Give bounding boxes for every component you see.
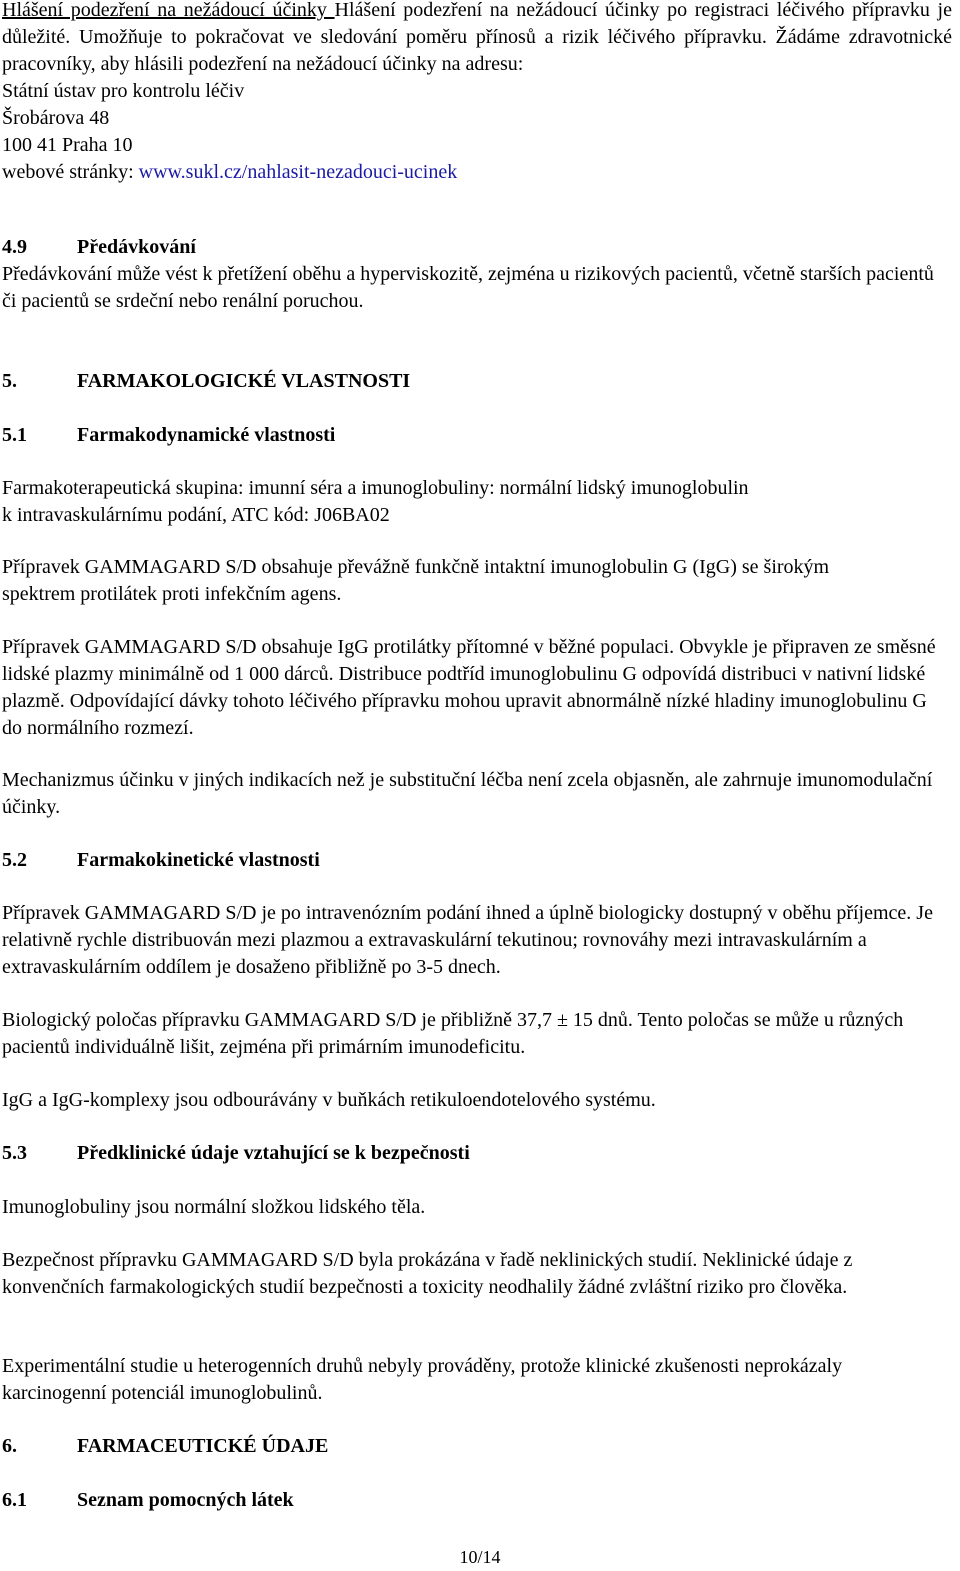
reporting-intro-text: Hlášení podezření na nežádoucí účinky po registraci léčivého přípravku je důležité. Umožňuje to pokračovat ve sledování poměru přínosů a rizik léčivého přípravku. Žádáme zdravotnické pracovníky, aby hlásili podezření na nežádoucí účinky na adresu: bbox=[2, 0, 952, 75]
preclinical-paragraph-1: Imunoglobuliny jsou normální složkou lidského těla. bbox=[2, 1196, 426, 1218]
section-number: 5.1 bbox=[2, 424, 27, 446]
section-heading bbox=[2, 1487, 952, 1514]
chapter-number: 5. bbox=[2, 370, 17, 392]
section-5-2 bbox=[2, 847, 952, 874]
section-title: Farmakodynamické vlastnosti bbox=[77, 424, 336, 446]
chapter-title: FARMAKOLOGICKÉ VLASTNOSTI bbox=[77, 370, 411, 392]
reporting-link-heading[interactable]: Hlášení podezření na nežádoucí účinky bbox=[2, 0, 335, 21]
section-heading bbox=[2, 422, 952, 449]
address-line-3: 100 41 Praha 10 bbox=[2, 134, 133, 156]
preclinical-paragraph-3: Experimentální studie u heterogenních druhů nebyly prováděny, protože klinické zkušenosti neprokázaly karcinogenní potenciál imunoglobulinů. bbox=[2, 1355, 843, 1404]
section-title: Předklinické údaje vztahující se k bezpečnosti bbox=[77, 1142, 470, 1164]
chapter-heading bbox=[2, 1433, 952, 1460]
chapter-number: 6. bbox=[2, 1435, 17, 1457]
web-line bbox=[2, 159, 952, 186]
section-6-1 bbox=[2, 1487, 952, 1514]
page-number: 10/14 bbox=[459, 1547, 501, 1567]
pk-distribution-paragraph: Přípravek GAMMAGARD S/D je po intravenózním podání ihned a úplně biologicky dostupný v oběhu příjemce. Je relativně rychle distribuován mezi plazmou a extravaskulární tekutinou; rovnováhy mezi intravaskulárním a extravaskulárním oddílem je dosaženo přibližně po 3-5 dnech. bbox=[2, 902, 933, 978]
section-title: Farmakokinetické vlastnosti bbox=[77, 849, 320, 871]
elimination-paragraph: IgG a IgG-komplexy jsou odbourávány v buňkách retikuloendotelového systému. bbox=[2, 1089, 656, 1111]
paragraph-line: k intravaskulárnímu podání, ATC kód: J06BA02 bbox=[2, 504, 390, 526]
section-heading bbox=[2, 1140, 952, 1167]
mechanism-paragraph: Mechanizmus účinku v jiných indikacích než je substituční léčba není zcela objasněn, ale zahrnuje imunomodulační účinky. bbox=[2, 769, 933, 818]
section-heading bbox=[2, 847, 952, 874]
section-title: Předávkování bbox=[77, 236, 196, 258]
overdose-paragraph: Předávkování může vést k přetížení oběhu a hyperviskozitě, zejména u rizikových pacientů, včetně starších pacientů či pacientů se srdeční nebo renální poruchou. bbox=[2, 263, 934, 312]
section-title: Seznam pomocných látek bbox=[77, 1489, 294, 1511]
reporting-intro-paragraph bbox=[2, 0, 952, 78]
web-label: webové stránky: bbox=[2, 161, 139, 183]
chapter-title: FARMACEUTICKÉ ÚDAJE bbox=[77, 1435, 329, 1457]
section-number: 6.1 bbox=[2, 1489, 27, 1511]
section-heading bbox=[2, 234, 952, 261]
section-6 bbox=[2, 1433, 952, 1460]
address-line-1: Státní ústav pro kontrolu léčiv bbox=[2, 80, 245, 102]
section-5-3 bbox=[2, 1140, 952, 1167]
address-line-2: Šrobárova 48 bbox=[2, 107, 110, 129]
web-link[interactable]: www.sukl.cz/nahlasit-nezadouci-ucinek bbox=[138, 161, 458, 183]
paragraph-line: Farmakoterapeutická skupina: imunní séra a imunoglobuliny: normální lidský imunoglobulin bbox=[2, 477, 749, 499]
half-life-paragraph: Biologický poločas přípravku GAMMAGARD S/D je přibližně 37,7 ± 15 dnů. Tento poločas se může u různých pacientů individuálně lišit, zejména při primárním imunodeficitu. bbox=[2, 1009, 904, 1058]
chapter-heading bbox=[2, 368, 952, 395]
preclinical-paragraph-2: Bezpečnost přípravku GAMMAGARD S/D byla prokázána v řadě neklinických studií. Neklinické údaje z konvenčních farmakologických studií bezpečnosti a toxicity neodhalily žádné zvláštní riziko pro člověka. bbox=[2, 1249, 853, 1298]
section-4-9 bbox=[2, 234, 952, 315]
adverse-reporting-block bbox=[2, 0, 952, 186]
section-number: 5.2 bbox=[2, 849, 27, 871]
section-5 bbox=[2, 368, 952, 395]
section-number: 4.9 bbox=[2, 236, 27, 258]
igg-content-paragraph: Přípravek GAMMAGARD S/D obsahuje převážně funkčně intaktní imunoglobulin G (IgG) se širokým spektrem protilátek proti infekčním agens. bbox=[2, 556, 830, 605]
section-number: 5.3 bbox=[2, 1142, 27, 1164]
section-5-1 bbox=[2, 422, 952, 449]
igg-antibodies-paragraph: Přípravek GAMMAGARD S/D obsahuje IgG protilátky přítomné v běžné populaci. Obvykle je připraven ze směsné lidské plazmy minimálně od 1 000 dárců. Distribuce podtříd imunoglobulinu G odpovídá distribuci v nativní lidské plazmě. Odpovídající dávky tohoto léčivého přípravku mohou upravit abnormálně nízké hladiny imunoglobulinu G do normálního rozmezí. bbox=[2, 636, 936, 739]
pharmacotherapeutic-group-paragraph bbox=[2, 475, 952, 529]
